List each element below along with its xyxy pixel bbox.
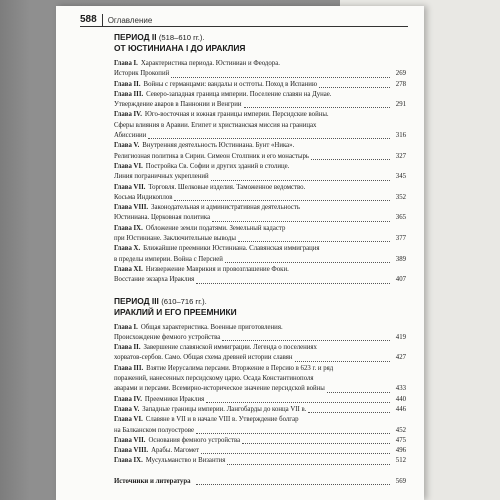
page-ref: 269 <box>395 70 406 78</box>
chapter-title: Западные границы империи. Лангобарды до конца VII в. <box>142 405 307 413</box>
chapter-title: Косьма Индикоплов <box>114 193 173 201</box>
toc-entry <box>114 193 406 203</box>
chapter-title: Юстиниана. Церковная политика <box>114 214 211 222</box>
chapter-title: Восстание экзарха Ираклия <box>114 276 195 284</box>
page-ref: 327 <box>395 152 406 160</box>
chapter-number: Глава II. <box>114 80 141 88</box>
chapter-title: Войны с германцами: вандалы и остготы. Поход в Испанию <box>143 80 318 88</box>
toc-entry <box>114 110 406 120</box>
period-subtitle: ОТ ЮСТИНИАНА I ДО ИРАКЛИЯ <box>114 43 246 53</box>
chapter-title: Мусульманство и Византия <box>145 457 226 465</box>
chapter-number: Глава I. <box>114 60 138 67</box>
dot-leader <box>308 412 390 413</box>
chapter-title: Законодательная и административная деятельность <box>151 204 300 212</box>
toc-entry <box>114 121 406 131</box>
chapter-title: Линия пограничных укреплений <box>114 173 209 181</box>
toc-entry-list <box>114 323 406 467</box>
chapter-title: Характеристика периода. Юстиниан и Феодора. <box>140 60 280 67</box>
dot-leader <box>196 433 390 434</box>
toc-entry <box>114 275 406 285</box>
dot-leader <box>148 138 390 139</box>
period-subtitle: ИРАКЛИЙ И ЕГО ПРЕЕМНИКИ <box>114 306 237 317</box>
chapter-number: Глава IV. <box>114 395 142 403</box>
period-gap <box>114 286 406 296</box>
chapter-title: Религиозная политика в Сирии. Симеон Столпник и его монастырь <box>114 152 310 160</box>
page-ref: 419 <box>395 333 406 341</box>
chapter-title: при Юстиниане. Заключительные выводы <box>114 235 236 243</box>
page-ref: 512 <box>395 457 406 465</box>
page-ref: 440 <box>395 395 406 403</box>
chapter-number: Глава VII. <box>114 183 146 191</box>
page-ref: 377 <box>395 235 406 243</box>
chapter-number: Глава X. <box>114 245 141 253</box>
chapter-number: Глава VIII. <box>114 204 149 212</box>
dot-leader <box>171 77 390 78</box>
toc-entry <box>114 234 406 244</box>
chapter-number: Глава VI. <box>114 416 143 424</box>
chapter-title: Сферы влияния в Аравии. Египет и христианская миссия на границах <box>114 121 317 129</box>
period-dates: (518–610 гг.). <box>158 33 205 42</box>
chapter-title: Взятие Иерусалима персами. Вторжение в Персию в 623 г. и ряд <box>146 364 334 372</box>
dot-leader <box>319 87 390 88</box>
chapter-title: Постройка Св. Софии и других зданий в столице. <box>145 162 290 170</box>
dot-leader <box>295 361 390 362</box>
toc-entry <box>114 69 406 79</box>
period-title-line <box>114 32 406 43</box>
chapter-number: Глава III. <box>114 364 144 372</box>
toc-entry <box>114 364 406 374</box>
chapter-title: Основания фемного устройства <box>148 436 241 444</box>
toc-entry <box>114 395 406 405</box>
page-ref: 446 <box>395 405 406 413</box>
period-dates: (610–716 гг.). <box>161 296 207 306</box>
page-number: 588 <box>80 14 103 26</box>
toc-entry <box>114 131 406 141</box>
chapter-number: Глава IX. <box>114 457 143 465</box>
page-ref: 569 <box>395 477 406 485</box>
page-ref: 427 <box>395 354 406 362</box>
toc-entry <box>114 333 406 343</box>
period-title: ПЕРИОД III <box>114 295 159 306</box>
chapter-title: Торговля. Шелковые изделия. Таможенное ведомство. <box>148 183 306 191</box>
chapter-title: Общая характеристика. Военные приготовления. <box>140 323 283 331</box>
dot-leader <box>222 340 390 341</box>
dot-leader <box>244 107 391 108</box>
page-ref: 452 <box>395 426 406 434</box>
chapter-title: Низвержение Маврикия и провозглашение Фоки. <box>145 265 289 273</box>
chapter-number: Глава IX. <box>114 224 143 232</box>
chapter-title: хорватов-сербов. Само. Общая схема древней истории славян <box>114 354 293 362</box>
toc-entry <box>114 405 406 415</box>
period-heading <box>114 296 406 317</box>
chapter-number: Глава I. <box>114 323 138 331</box>
chapter-title: аварами и персами. Всемирно-историческое значение персидской войны <box>114 385 325 393</box>
toc-entry <box>114 426 406 436</box>
toc-entry <box>114 224 406 234</box>
toc-entry <box>114 456 406 466</box>
sources-entry <box>114 477 406 487</box>
toc-entry <box>114 244 406 254</box>
page-ref: 291 <box>395 101 406 109</box>
running-head-title: Оглавление <box>107 16 153 25</box>
dot-leader <box>311 159 390 160</box>
chapter-title: в пределы империи. Война с Персией <box>114 255 223 263</box>
page-ref: 389 <box>395 255 406 263</box>
dot-leader <box>196 283 390 284</box>
toc-entry <box>114 265 406 275</box>
chapter-title: Происхождение фемного устройства <box>114 333 221 341</box>
book-page <box>56 6 424 500</box>
chapter-title: Обложение земли податями. Земельный кадастр <box>145 224 286 232</box>
period-title: ПЕРИОД II <box>114 32 157 42</box>
chapter-number: Глава III. <box>114 90 144 98</box>
chapter-number: Глава IV. <box>114 111 142 119</box>
chapter-title: на Балканском полуострове <box>114 426 195 434</box>
toc-entry <box>114 255 406 265</box>
sources-title: Источники и литература <box>114 477 191 485</box>
chapter-number: Глава V. <box>114 405 140 413</box>
dot-leader <box>174 200 390 201</box>
page-ref: 407 <box>395 276 406 284</box>
chapter-title: Преемники Ираклия <box>144 395 205 403</box>
toc-entry <box>114 152 406 162</box>
toc-entry <box>114 323 406 333</box>
toc-entry <box>114 203 406 213</box>
page-ref: 352 <box>395 193 406 201</box>
chapter-title: Славяне в VII и в начале VIII в. Утверждение болгар <box>145 416 299 424</box>
toc-entry <box>114 141 406 151</box>
chapter-title: Юго-восточная и южная границы империи. Персидские войны. <box>144 111 329 119</box>
dot-leader <box>242 443 390 444</box>
chapter-number: Глава VII. <box>114 436 146 444</box>
table-of-contents <box>114 32 406 487</box>
dot-leader <box>238 241 390 242</box>
toc-entry <box>114 80 406 90</box>
toc-entry <box>114 446 406 456</box>
chapter-title: Историк Прокопий <box>114 70 170 78</box>
page-ref: 365 <box>395 214 406 222</box>
toc-entry <box>114 172 406 182</box>
chapter-title: поражений, нанесенных персидскому царю. Осада Константинополя <box>114 375 314 383</box>
toc-entry-list <box>114 59 406 286</box>
chapter-number: Глава VIII. <box>114 447 149 455</box>
page-ref: 475 <box>395 436 406 444</box>
chapter-title: Утверждение аваров в Паннонии и Венгрии <box>114 101 242 109</box>
toc-entry <box>114 374 406 384</box>
period-title-line <box>114 296 406 307</box>
dot-leader <box>225 262 390 263</box>
chapter-title: Внутренняя деятельность Юстиниана. Бунт «Ника». <box>142 142 295 150</box>
page-ref: 278 <box>395 80 406 88</box>
chapter-number: Глава V. <box>114 142 140 150</box>
toc-entry <box>114 436 406 446</box>
page-ref: 496 <box>395 447 406 455</box>
toc-entry <box>114 90 406 100</box>
dot-leader <box>206 402 390 403</box>
dot-leader <box>212 221 390 222</box>
chapter-title: Арабы. Магомет <box>151 447 200 455</box>
toc-entry <box>114 59 406 69</box>
toc-entry <box>114 384 406 394</box>
chapter-number: Глава II. <box>114 344 141 352</box>
chapter-title: Северо-западная граница империи. Поселение славян на Дунае. <box>146 90 332 98</box>
page-ref: 316 <box>395 132 406 140</box>
dot-leader <box>227 464 390 465</box>
running-head <box>80 12 408 27</box>
page-ref: 433 <box>395 385 406 393</box>
toc-entry <box>114 213 406 223</box>
dot-leader <box>196 484 390 485</box>
page-ref: 345 <box>395 173 406 181</box>
dot-leader <box>201 453 390 454</box>
toc-entry <box>114 353 406 363</box>
toc-entry <box>114 415 406 425</box>
toc-entry <box>114 162 406 172</box>
toc-entry <box>114 343 406 353</box>
period-heading <box>114 32 406 53</box>
dot-leader <box>327 392 390 393</box>
chapter-number: Глава XI. <box>114 265 143 273</box>
toc-entry <box>114 183 406 193</box>
toc-entry <box>114 100 406 110</box>
chapter-title: Ближайшие преемники Юстиниана. Славянская иммиграция <box>143 245 320 253</box>
dot-leader <box>211 180 390 181</box>
chapter-number: Глава VI. <box>114 162 143 170</box>
chapter-title: Абиссинии <box>114 132 147 140</box>
chapter-title: Завершение славянской иммиграции. Легенда о поселениях <box>143 344 317 352</box>
